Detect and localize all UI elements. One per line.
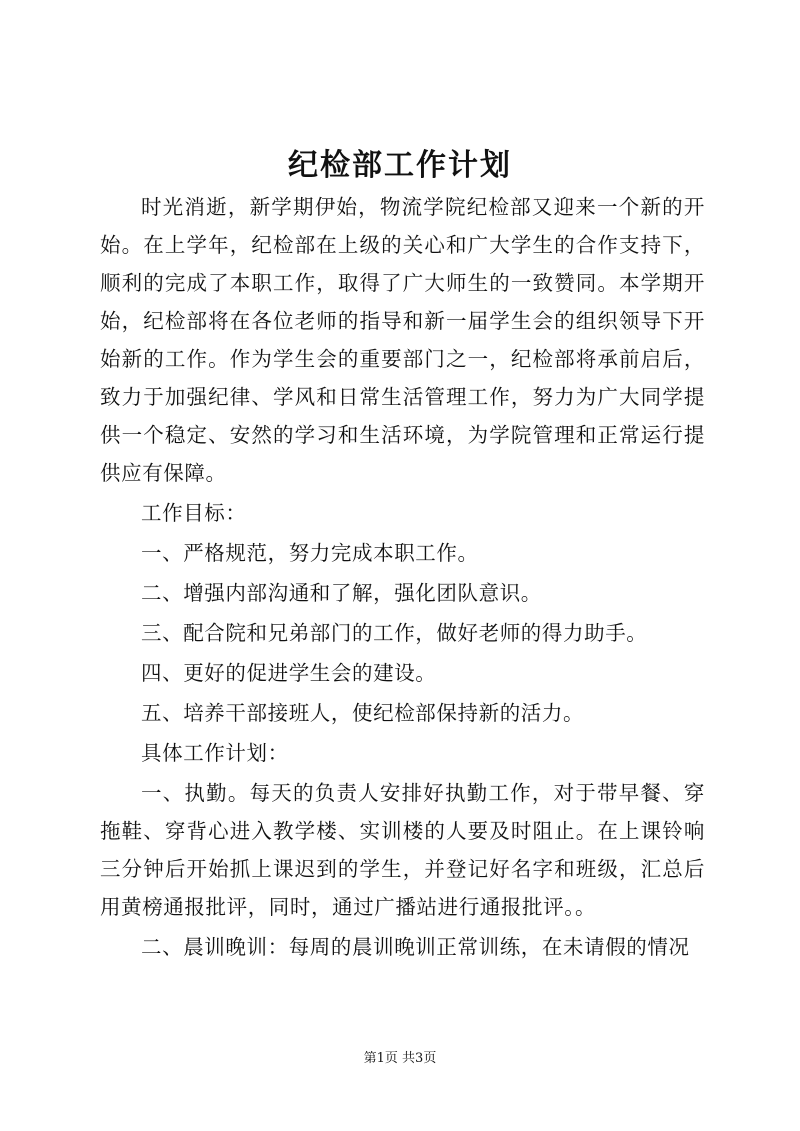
document-title: 纪检部工作计划 [288, 148, 512, 183]
paragraph-goal-1: 一、严格规范，努力完成本职工作。 [141, 541, 479, 565]
paragraph-goal-2: 二、增强内部沟通和了解，强化团队意识。 [141, 581, 542, 605]
paragraph-goal-5: 五、培养干部接班人，使纪检部保持新的活力。 [141, 701, 585, 725]
paragraph-goals-heading: 工作目标： [141, 501, 247, 525]
paragraph-plan-2: 二、晨训晚训：每周的晨训晚训正常训练，在未请假的情况 [141, 935, 690, 959]
paragraph-plan-heading: 具体工作计划： [141, 741, 289, 765]
paragraph-goal-4: 四、更好的促进学生会的建设。 [141, 661, 437, 685]
document-body [100, 188, 705, 968]
paragraph-plan-1: 一、执勤。每天的负责人安排好执勤工作，对于带早餐、穿拖鞋、穿背心进入教学楼、实训楼的人要及时阻止。在上课铃响三分钟后开始抓上课迟到的学生，并登记好名字和班级，汇总后用黄榜通报批评，同时，通过广播站进行通报批评。。 [100, 781, 705, 919]
page-footer: 第1页 共3页 [363, 1051, 437, 1066]
paragraph-goal-3: 三、配合院和兄弟部门的工作，做好老师的得力助手。 [141, 621, 648, 645]
paragraph-intro: 时光消逝，新学期伊始，物流学院纪检部又迎来一个新的开始。在上学年，纪检部在上级的关心和广大学生的合作支持下，顺利的完成了本职工作，取得了广大师生的一致赞同。本学期开始，纪检部将在各位老师的指导和新一届学生会的组织领导下开始新的工作。作为学生会的重要部门之一，纪检部将承前启后，致力于加强纪律、学风和日常生活管理工作，努力为广大同学提供一个稳定、安然的学习和生活环境，为学院管理和正常运行提供应有保障。 [100, 195, 705, 485]
